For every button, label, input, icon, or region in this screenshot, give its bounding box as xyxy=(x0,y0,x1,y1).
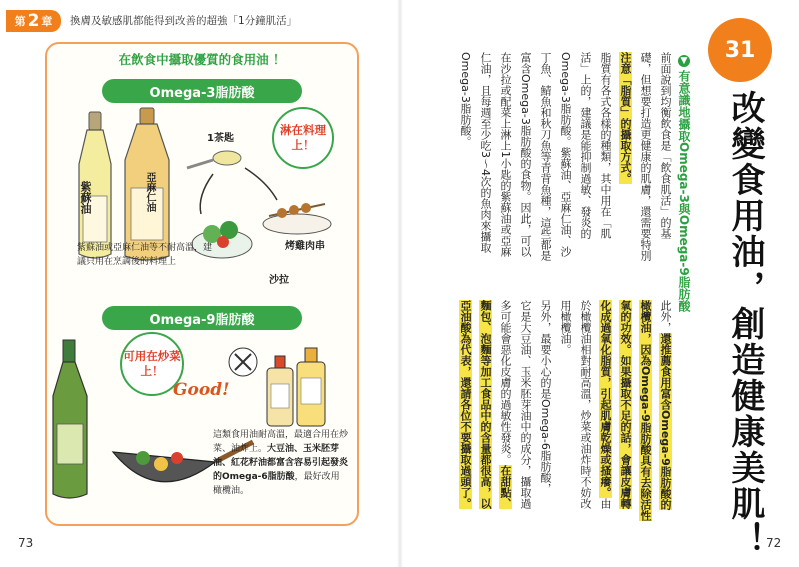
highlighted-text: 麵包、泡麵等加工食品中的含量都很高，以 xyxy=(479,300,492,509)
article-title: 改變食用油，創造健康美肌！ xyxy=(725,90,765,558)
body-text: 富含Omega-3脂肪酸的食物。因此，可以 xyxy=(519,52,532,257)
arrow-icon xyxy=(200,174,213,214)
vegetable-oil-bottle-icon xyxy=(267,356,293,426)
bottle-label-linseed: 亞麻仁油 xyxy=(144,172,155,212)
teaspoon-label: 1茶匙 xyxy=(207,133,234,144)
subhead-text: 有意識地攝取Omega-3與Omega-9脂肪酸 xyxy=(677,70,691,312)
text-column xyxy=(495,52,515,257)
text-column xyxy=(555,52,575,257)
body-text: 由 xyxy=(599,498,612,509)
text-column xyxy=(495,300,515,509)
text-column xyxy=(555,300,575,355)
good-text: Good! xyxy=(173,380,230,400)
chapter-suffix: 章 xyxy=(41,15,53,28)
body-text: Omega-3脂肪酸。紫蘇油、亞麻仁油、沙 xyxy=(559,52,572,257)
arrow-icon xyxy=(245,168,277,200)
bottle-label-perilla: 紫蘇油 xyxy=(79,181,92,214)
body-text: 仁油，且每週至少吃3～4次的魚肉來攝取 xyxy=(479,52,492,253)
highlighted-text: 氧的功效。如果攝取不足的話，會讓皮膚轉 xyxy=(619,300,632,509)
omega9-caption-highlight: 大豆油、玉米胚芽油、紅花籽油都富含容易引起發炎的Omega-6脂肪酸 xyxy=(213,444,349,482)
body-text: 脂質有各式各樣的種類，其中用在「肌 xyxy=(599,52,612,239)
text-column xyxy=(655,52,675,239)
olive-oil-bottle-icon xyxy=(53,340,87,498)
text-column xyxy=(595,300,615,509)
body-text: 活」上的，建議是能抑制過敏、發炎的 xyxy=(579,52,592,239)
corn-oil-bottle-icon xyxy=(297,348,325,426)
article-subhead xyxy=(676,55,693,355)
text-column xyxy=(455,52,475,147)
text-column xyxy=(475,52,495,253)
speech-bubble-drizzle: 淋在料理上！ xyxy=(272,107,334,169)
text-column xyxy=(655,300,675,510)
arrow-down-icon: ▼ xyxy=(679,56,689,66)
highlighted-text: 橄欖油，因為Omega-9脂肪酸具有去除活性 xyxy=(639,300,652,521)
salad-label: 沙拉 xyxy=(269,275,289,286)
body-text: 另外，最要小心的是Omega-6脂肪酸， xyxy=(539,300,552,494)
text-column xyxy=(575,300,595,509)
article-number: 31 xyxy=(708,18,772,82)
highlighted-text: 亞油酸為代表，還請各位不要攝取過頭了。 xyxy=(459,300,472,509)
text-column xyxy=(535,300,555,494)
text-column xyxy=(535,52,555,261)
text-column xyxy=(455,300,475,509)
text-column xyxy=(635,300,655,521)
omega9-caption-part: 這類食用油耐高溫，最適合用在炒菜、油炸上。 xyxy=(213,430,349,454)
chapter-label: 第 xyxy=(14,15,26,28)
text-column xyxy=(575,52,595,239)
text-column xyxy=(595,52,615,239)
chapter-tab xyxy=(6,10,61,32)
teaspoon-icon xyxy=(187,151,241,168)
body-text: 丁魚、鯖魚和秋刀魚等青背魚種，這些都是 xyxy=(539,52,552,261)
skewer-label: 烤雞肉串 xyxy=(285,241,325,252)
highlighted-text: 注意「脂質」的攝取方式。 xyxy=(619,52,632,184)
omega9-caption-part: ，最好改用橄欖油。 xyxy=(213,472,340,496)
left-page xyxy=(0,0,399,567)
body-text: 礎，但想要打造更健康的肌膚，還需要特別 xyxy=(639,52,652,261)
body-text: 此外， xyxy=(659,300,672,333)
body-text: 於橄欖油相對耐高溫，炒菜或油炸時不妨改 xyxy=(579,300,592,509)
text-column xyxy=(515,52,535,257)
text-column xyxy=(635,52,655,261)
omega9-caption xyxy=(213,428,348,498)
panel-title: 在飲食中攝取優質的食用油 ！ xyxy=(118,52,286,67)
highlighted-text: 還推薦食用富含Omega-9脂肪酸的 xyxy=(659,333,672,510)
text-column xyxy=(615,52,635,184)
body-text: 它是大豆油、玉米胚芽油中的成分，攝取過 xyxy=(519,300,532,509)
page-number-right: 72 xyxy=(766,536,782,550)
text-column xyxy=(515,300,535,509)
right-page xyxy=(400,0,799,567)
body-text: 用橄欖油。 xyxy=(559,300,572,355)
illustration-panel xyxy=(45,42,359,526)
chapter-number: 2 xyxy=(27,11,40,31)
cross-mark-icon xyxy=(229,348,257,376)
body-text: 前面說到均衡飲食是「飲食肌活」的基 xyxy=(659,52,672,239)
chicken-skewer-icon xyxy=(263,203,331,234)
omega9-heading: Omega-9脂肪酸 xyxy=(102,306,302,330)
text-column xyxy=(475,300,495,509)
omega3-heading: Omega-3脂肪酸 xyxy=(102,79,302,103)
body-text: 多可能會惡化皮膚的過敏性發炎。 xyxy=(499,300,512,465)
page-number-left: 73 xyxy=(18,536,34,550)
body-text: 在沙拉或配菜上淋上1小匙的紫蘇油或亞麻 xyxy=(499,52,512,257)
highlighted-text: 化成過氧化脂質，引起肌膚乾燥或搔癢。 xyxy=(599,300,612,498)
chapter-title: 換膚及敏感肌都能得到改善的超強「1分鐘肌活」 xyxy=(70,15,298,27)
speech-bubble-stirfry: 可用在炒菜上！ xyxy=(120,332,184,396)
omega3-caption: 紫蘇油或亞麻仁油等不耐高溫，建議只用在烹調後的料理上 xyxy=(77,243,213,267)
body-text: Omega-3脂肪酸。 xyxy=(459,52,472,147)
highlighted-text: 在甜點、 xyxy=(499,465,512,509)
text-column xyxy=(615,300,635,509)
